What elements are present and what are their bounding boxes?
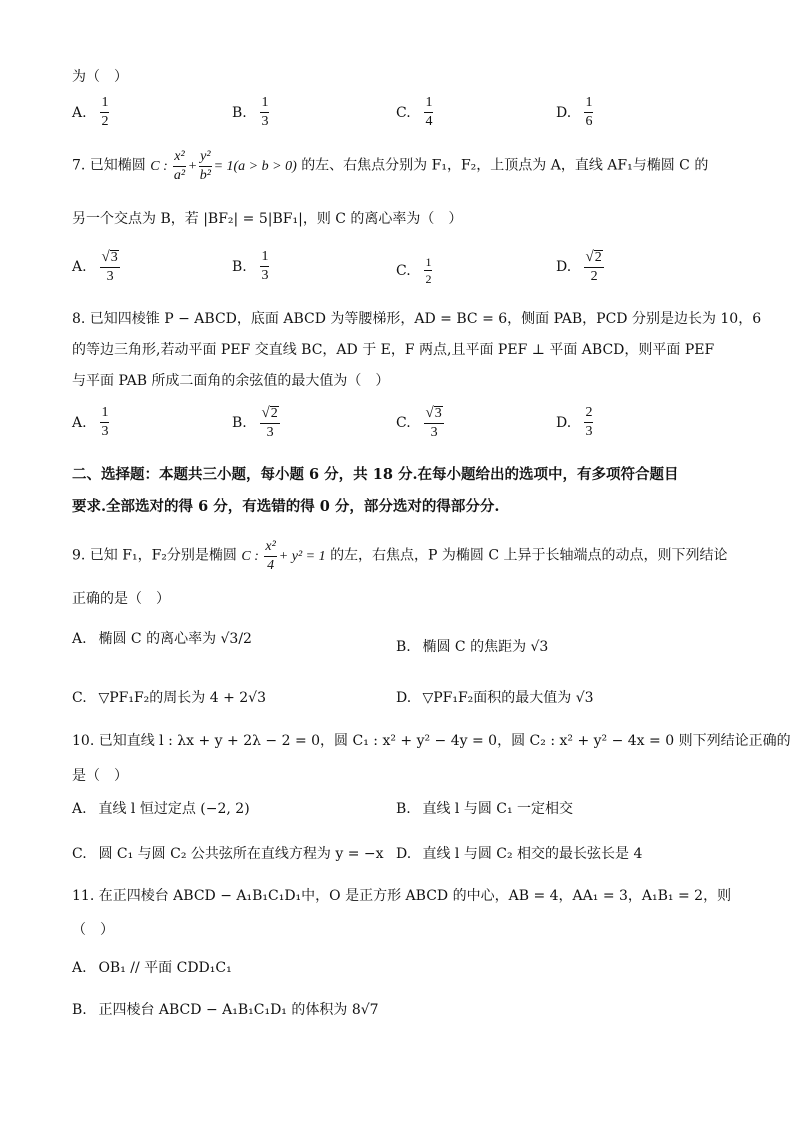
option-label: A. (72, 960, 87, 976)
q8-line-2: 的等边三角形,若动平面 PEF 交直线 BC，AD 于 E，F 两点,且平面 PEF ⊥ 平面 ABCD，则平面 PEF (72, 342, 715, 358)
q6-option-a (72, 96, 111, 129)
q11-option-a-text: OB₁ // 平面 CDD₁C₁ (98, 960, 232, 976)
section-2-heading-line-2: 要求.全部选对的得 6 分，有选错的得 0 分，部分选对的得部分分. (72, 498, 500, 515)
q8-line-3: 与平面 PAB 所成二面角的余弦值的最大值为（ ） (72, 373, 390, 389)
q9-suffix: 的左，右焦点，P 为椭圆 C 上异于长轴端点的动点，则下列结论 (330, 547, 728, 564)
q10-option-d (396, 843, 642, 863)
option-label: C. (72, 690, 87, 706)
q9-ellipse-equation: C : $\frac{\text{x²}}{4}$ + y² = 1 (241, 539, 326, 573)
q8-option-b: B. √ 2 3 (232, 405, 278, 440)
option-label: D. (396, 846, 412, 862)
q9-option-b-text: 椭圆 C 的焦距为 √3 (422, 639, 549, 655)
q6-tail: 为（ ） (72, 69, 128, 85)
q10-line-2: 是（ ） (72, 768, 128, 784)
q10-option-c-text: 圆 C₁ 与圆 C₂ 公共弦所在直线方程为 y = −x (98, 846, 384, 862)
q10-option-b-text: 直线 l 与圆 C₁ 一定相交 (422, 801, 574, 817)
q11-line-2: （ ） (72, 922, 114, 938)
q7-line-1 (72, 150, 708, 183)
option-label: C. (72, 846, 87, 862)
q6-option-d (556, 96, 595, 129)
q6-option-c (396, 96, 435, 129)
q11-option-b (72, 999, 379, 1019)
option-label: A. (72, 801, 87, 817)
option-label: C. (396, 104, 411, 121)
q7-ellipse-equation: C : $\frac{\text{x²}}{\text{a²}}$ + $\frac{\text{y²}}{\text{b²}}$ = 1(a > b > 0) (150, 149, 297, 183)
q9-prefix: 9. 已知 F₁，F₂分别是椭圆 (72, 547, 237, 564)
option-label: D. (396, 690, 412, 706)
q7-option-d: D. √ 2 2 (556, 249, 602, 284)
q7-option-a: A. √ 3 3 (72, 249, 118, 284)
option-label: C. (396, 415, 411, 431)
fraction-1-6: $\frac{1}{6}$ (585, 95, 593, 129)
option-label: A. (72, 414, 87, 431)
option-label: C. (396, 262, 411, 279)
q10-option-d-text: 直线 l 与圆 C₂ 相交的最长弦长是 4 (422, 846, 643, 862)
q8-option-d: D. $\frac{2}{3}$ (556, 405, 593, 439)
q7-line-2: 另一个交点为 B，若 |BF₂| = 5|BF₁|，则 C 的离心率为（ ） (72, 211, 463, 227)
fraction-1-4: $\frac{1}{4}$ (425, 95, 433, 129)
option-label: B. (232, 415, 247, 431)
q9-line-2: 正确的是（ ） (72, 591, 170, 607)
q9-option-c-text: ▽PF₁F₂的周长为 4 + 2√3 (98, 690, 267, 706)
q10-option-a (72, 798, 250, 818)
q8-option-c: C. √ 3 3 (396, 405, 442, 440)
q8-line-1: 8. 已知四棱锥 P − ABCD，底面 ABCD 为等腰梯形，AD = BC = 6，侧面 PAB，PCD 分别是边长为 10，6 (72, 311, 762, 327)
option-label: B. (396, 801, 411, 817)
q9-option-d-text: ▽PF₁F₂面积的最大值为 √3 (422, 690, 594, 706)
q9-option-d (396, 687, 594, 707)
option-label: D. (556, 414, 572, 431)
q11-option-b-text: 正四棱台 ABCD − A₁B₁C₁D₁ 的体积为 8√7 (98, 1002, 379, 1018)
q7-option-b: B. $\frac{1}{3}$ (232, 249, 269, 283)
q10-option-a-text: 直线 l 恒过定点 (−2, 2) (98, 801, 250, 817)
option-label: A. (72, 631, 87, 647)
q7-option-c: C. $\frac{1}{2}$ (396, 255, 432, 286)
option-label: B. (232, 258, 247, 275)
q9-option-a-text: 椭圆 C 的离心率为 √3/2 (98, 631, 252, 647)
q9-line-1 (72, 540, 728, 573)
q6-option-b (232, 96, 271, 129)
option-label: A. (72, 259, 87, 275)
option-label: D. (556, 104, 572, 121)
q11-option-a (72, 957, 232, 977)
option-label: B. (72, 1002, 87, 1018)
q10-option-c (72, 843, 384, 863)
option-label: B. (396, 639, 411, 655)
fraction-1-2: $\frac{1}{2}$ (101, 95, 109, 129)
q7-suffix: 的左、右焦点分别为 F₁，F₂，上顶点为 A，直线 AF₁与椭圆 C 的 (301, 157, 709, 174)
q10-line-1: 10. 已知直线 l : λx + y + 2λ − 2 = 0，圆 C₁ : x² + y² − 4y = 0，圆 C₂ : x² + y² − 4x = 0 则下列结论正确的 (72, 733, 791, 749)
q9-option-a (72, 628, 252, 648)
option-label: A. (72, 104, 87, 121)
q7-prefix: 7. 已知椭圆 (72, 157, 146, 174)
section-2-heading-line-1: 二、选择题：本题共三小题，每小题 6 分，共 18 分.在每小题给出的选项中，有多项符合题目 (72, 466, 679, 483)
q9-option-b (396, 636, 548, 656)
q9-option-c (72, 687, 266, 707)
q11-line-1: 11. 在正四棱台 ABCD − A₁B₁C₁D₁中，O 是正方形 ABCD 的中心，AB = 4，AA₁ = 3，A₁B₁ = 2，则 (72, 888, 732, 904)
option-label: D. (556, 259, 572, 275)
option-label: B. (232, 104, 247, 121)
fraction-1-3: $\frac{1}{3}$ (261, 95, 269, 129)
q8-option-a: A. $\frac{1}{3}$ (72, 405, 109, 439)
q10-option-b (396, 798, 573, 818)
